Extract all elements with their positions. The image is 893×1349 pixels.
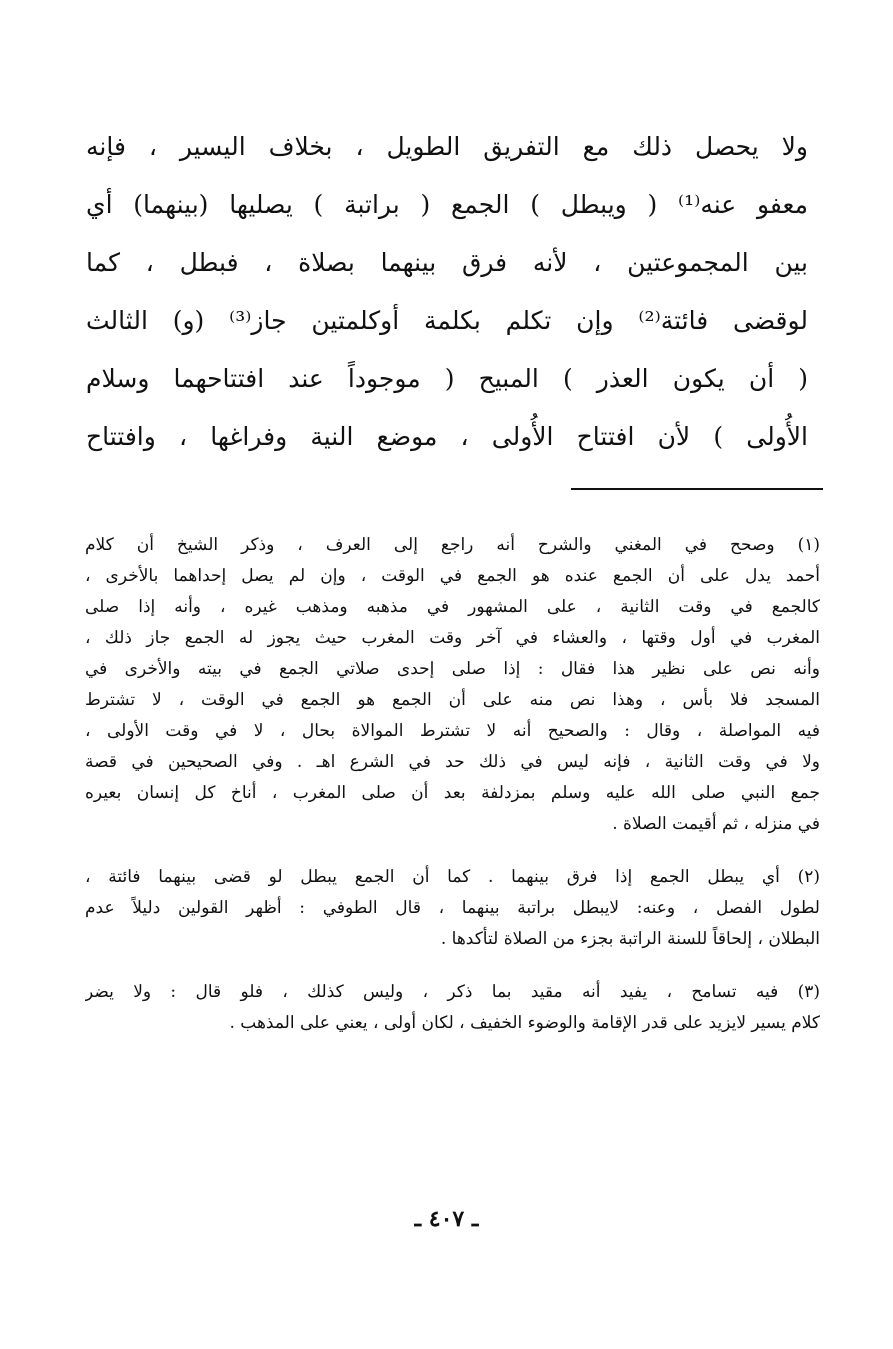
footnotes-block	[85, 530, 820, 1039]
main-text-line: الأُولى ) لأن افتتاح الأُولى ، موضع النية وفراغها ، وافتتاح	[86, 422, 808, 451]
main-text-line: ( أن يكون العذر ) المبيح ( موجوداً عند افتتاحهما وسلام	[86, 364, 808, 393]
footnote-3	[85, 977, 820, 1039]
footnote-line: (٢) أي يبطل الجمع إذا فرق بينهما . كما أن الجمع يبطل لو قضى بينهما فائتة ،	[85, 867, 820, 887]
footnote-gap	[85, 955, 820, 977]
footnote-gap	[85, 840, 820, 862]
footnote-1	[85, 530, 820, 840]
footnote-line: في منزله ، ثم أقيمت الصلاة .	[612, 814, 820, 834]
main-text-block	[86, 118, 808, 466]
page-number: ـ ٤٠٧ ـ	[414, 1206, 479, 1232]
footnote-2	[85, 862, 820, 955]
main-text-line: لوقضى فائتة⁽²⁾ وإن تكلم بكلمة أوكلمتين جاز⁽³⁾ (و) الثالث	[86, 306, 808, 335]
footnote-line: كلام يسير لايزيد على قدر الإقامة والوضوء الخفيف ، لكان أولى ، يعني على المذهب .	[229, 1013, 820, 1033]
footnote-line: وأنه نص على نظير هذا فقال : إذا صلى إحدى صلاتي الجمع في بيته والأخرى في	[85, 659, 820, 679]
footnote-line: فيه المواصلة ، وقال : والصحيح أنه لا تشترط الموالاة بحال ، لا في وقت الأولى ،	[85, 721, 820, 741]
footnote-line: جمع النبي صلى الله عليه وسلم بمزدلفة بعد أن صلى المغرب ، أناخ كل إنسان بعيره	[85, 783, 820, 803]
footnote-line: لطول الفصل ، وعنه: لايبطل براتبة بينهما ، قال الطوفي : أظهر القولين دليلاً عدم	[85, 898, 820, 918]
footnote-line: أحمد يدل على أن الجمع عنده هو الجمع في الوقت ، وإن لم يصل إحداهما بالأخرى ،	[85, 566, 820, 586]
footnote-line: (١) وصحح في المغني والشرح أنه راجع إلى العرف ، وذكر الشيخ أن كلام	[85, 535, 820, 555]
footnote-line: المسجد فلا بأس ، وهذا نص منه على أن الجمع هو الجمع في الوقت ، لا تشترط	[85, 690, 820, 710]
main-text-line: بين المجموعتين ، لأنه فرق بينهما بصلاة ، فبطل ، كما	[86, 248, 808, 277]
main-text-line: معفو عنه⁽¹⁾ ( ويبطل ) الجمع ( براتبة ) يصليها (بينهما) أي	[86, 190, 808, 219]
footnote-separator-rule	[571, 488, 823, 490]
footnote-line: كالجمع في وقت الثانية ، على المشهور في مذهبه ومذهب غيره ، وأنه إذا صلى	[85, 597, 820, 617]
footnote-line: المغرب في أول وقتها ، والعشاء في آخر وقت المغرب حيث يجوز له الجمع جاز ذلك ،	[85, 628, 820, 648]
footnote-line: البطلان ، إلحاقاً للسنة الراتبة بجزء من الصلاة لتأكدها .	[440, 929, 820, 949]
footnote-line: (٣) فيه تسامح ، يفيد أنه مقيد بما ذكر ، وليس كذلك ، فلو قال : ولا يضر	[85, 982, 820, 1002]
footnote-line: ولا في وقت الثانية ، فإنه ليس في ذلك حد في الشرع اهـ . وفي الصحيحين في قصة	[85, 752, 820, 772]
main-text-line: ولا يحصل ذلك مع التفريق الطويل ، بخلاف اليسير ، فإنه	[86, 132, 808, 161]
